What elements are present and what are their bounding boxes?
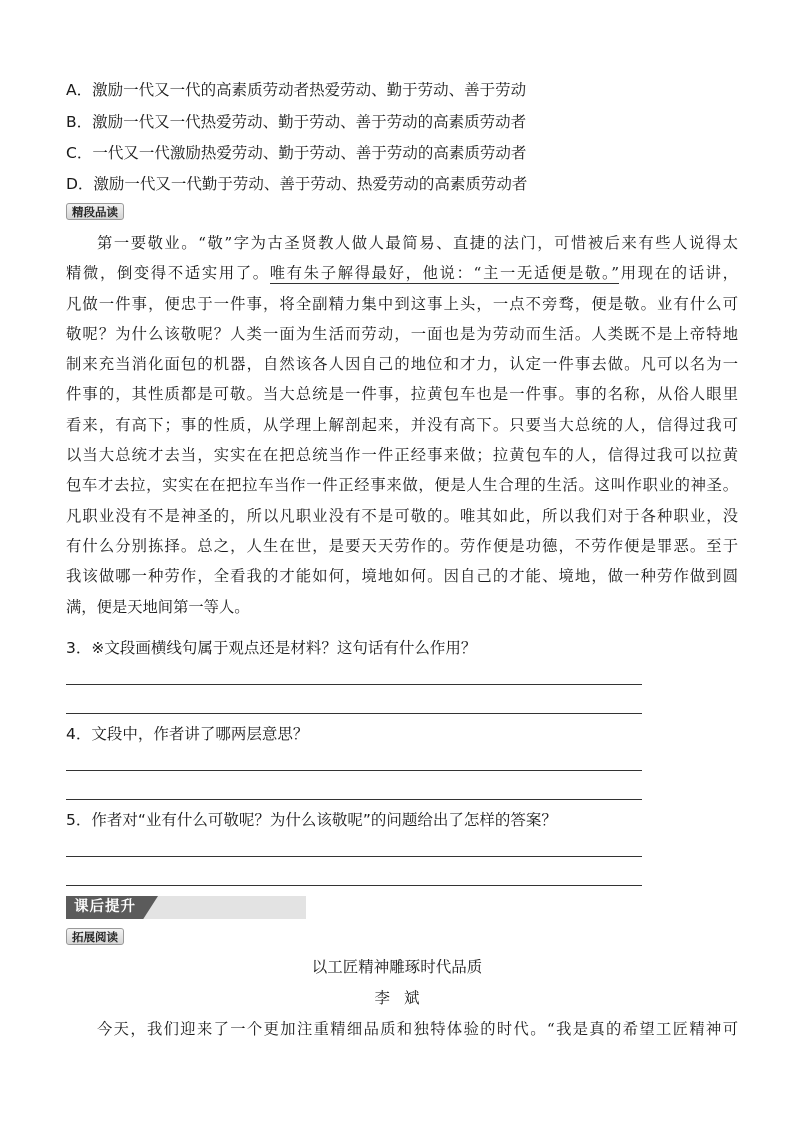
section-banner: [66, 896, 306, 919]
passage-line: 以当大总统才去当，实实在在把总统当作一件正经事来做；拉黄包车的人，信得过我可以拉黄: [66, 446, 738, 465]
answer-line[interactable]: [66, 799, 642, 800]
passage-line: 我该做哪一种劳作，全看我的才能如何，境地如何。因自己的才能、境地，做一种劳作做到圆: [66, 567, 738, 586]
banner-title: 课后提升: [74, 899, 136, 915]
passage-line: 看来，有高下；事的性质，从学理上解剖起来，并没有高下。只要当大总统的人，信得过我可: [66, 415, 738, 434]
section-tag-intensive-reading: 精段品读: [66, 203, 124, 220]
question-5: 5．作者对“业有什么可敬呢？为什么该敬呢”的问题给出了怎样的答案？: [66, 811, 557, 829]
passage-line: 凡职业没有不是神圣的，所以凡职业没有不是可敬的。唯其如此，所以我们对于各种职业，没: [66, 506, 738, 525]
option-b: B．激励一代又一代热爱劳动、勤于劳动、善于劳动的高素质劳动者: [66, 113, 527, 131]
article-title: 以工匠精神雕琢时代品质: [311, 958, 483, 976]
passage-text: 用现在的话讲，: [619, 264, 738, 283]
passage-line: 包车才去拉，实实在在把拉车当作一件正经事来做，便是人生合理的生活。这叫作职业的神圣。: [66, 476, 738, 495]
option-d: D．激励一代又一代勤于劳动、善于劳动、热爱劳动的高素质劳动者: [66, 175, 528, 193]
option-c: C．一代又一代激励热爱劳动、勤于劳动、善于劳动的高素质劳动者: [66, 144, 527, 162]
passage-line: 有什么分别拣择。总之，人生在世，是要天天劳作的。劳作便是功德，不劳作便是罪恶。至于: [66, 536, 738, 555]
question-3: 3．※文段画横线句属于观点还是材料？这句话有什么作用？: [66, 639, 477, 657]
article-line: 今天，我们迎来了一个更加注重精细品质和独特体验的时代。“我是真的希望工匠精神可: [97, 1020, 738, 1038]
option-a: A．激励一代又一代的高素质劳动者热爱劳动、勤于劳动、善于劳动: [66, 81, 527, 99]
article-author: 李斌: [374, 989, 434, 1007]
passage-line: [66, 258, 738, 288]
answer-line[interactable]: [66, 684, 642, 685]
passage-line: 件事的，其性质都是可敬。当大总统是一件事，拉黄包车也是一件事。事的名称，从俗人眼里: [66, 385, 738, 404]
passage-line: 第一要敬业。“敬”字为古圣贤教人做人最简易、直捷的法门，可惜被后来有些人说得太: [97, 234, 738, 252]
passage-line: 满，便是天地间第一等人。: [66, 597, 250, 616]
answer-line[interactable]: [66, 770, 642, 771]
underlined-sentence: 唯有朱子解得最好，他说：“主一无适便是敬。”: [269, 264, 620, 283]
answer-line[interactable]: [66, 856, 642, 857]
passage-line: 凡做一件事，便忠于一件事，将全副精力集中到这事上头，一点不旁骛，便是敬。业有什么可: [66, 294, 738, 313]
question-4: 4．文段中，作者讲了哪两层意思？: [66, 725, 309, 743]
article-body: [66, 1014, 738, 1044]
answer-line[interactable]: [66, 713, 642, 714]
section-tag-extended-reading: 拓展阅读: [66, 928, 124, 945]
reading-passage: [66, 228, 738, 622]
passage-line: 制来充当消化面包的机器，自然该各人因自己的地位和才力，认定一件事去做。凡可以名为一: [66, 355, 738, 374]
passage-text: 精微，倒变得不适实用了。: [66, 264, 270, 283]
answer-line[interactable]: [66, 885, 642, 886]
passage-line: 敬呢？为什么该敬呢？人类一面为生活而劳动，一面也是为劳动而生活。人类既不是上帝特地: [66, 324, 738, 343]
